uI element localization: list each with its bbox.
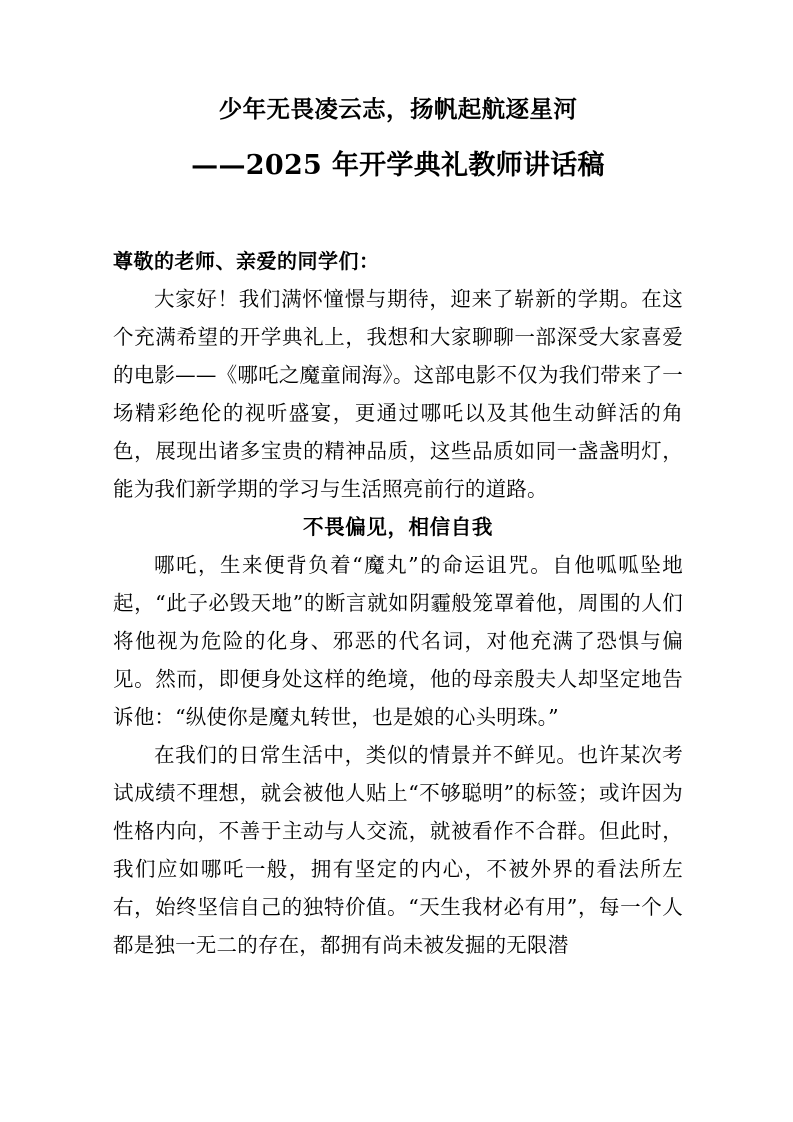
document-content <box>113 0 683 964</box>
body-paragraph: 大家好！我们满怀憧憬与期待，迎来了崭新的学期。在这个充满希望的开学典礼上，我想和大家聊聊一部深受大家喜爱的电影——《哪吒之魔童闹海》。这部电影不仅为我们带来了一场精彩绝伦的视听盛宴，更通过哪吒以及其他生动鲜活的角色，展现出诸多宝贵的精神品质，这些品质如同一盏盏明灯，能为我们新学期的学习与生活照亮前行的道路。 <box>113 287 683 501</box>
salutation: 尊敬的老师、亲爱的同学们： <box>113 249 380 273</box>
body-paragraph: 哪吒，生来便背负着“魔丸”的命运诅咒。自他呱呱坠地起，“此子必毁天地”的断言就如阴霾般笼罩着他，周围的人们将他视为危险的化身、邪恶的代名词，对他充满了恐惧与偏见。然而，即便身处这样的绝境，他的母亲殷夫人却坚定地告诉他：“纵使你是魔丸转世，也是娘的心头明珠。” <box>113 553 683 729</box>
section-heading: 不畏偏见，相信自我 <box>303 515 493 539</box>
page-subtitle: ——2025 年开学典礼教师讲话稿 <box>191 150 605 181</box>
body-paragraph: 在我们的日常生活中，类似的情景并不鲜见。也许某次考试成绩不理想，就会被他人贴上“不够聪明”的标签；或许因为性格内向，不善于主动与人交流，就被看作不合群。但此时，我们应如哪吒一般，拥有坚定的内心，不被外界的看法所左右，始终坚信自己的独特价值。“天生我材必有用”，每一个人都是独一无二的存在，都拥有尚未被发掘的无限潜 <box>113 743 683 957</box>
page-title: 少年无畏凌云志，扬帆起航逐星河 <box>218 95 578 123</box>
